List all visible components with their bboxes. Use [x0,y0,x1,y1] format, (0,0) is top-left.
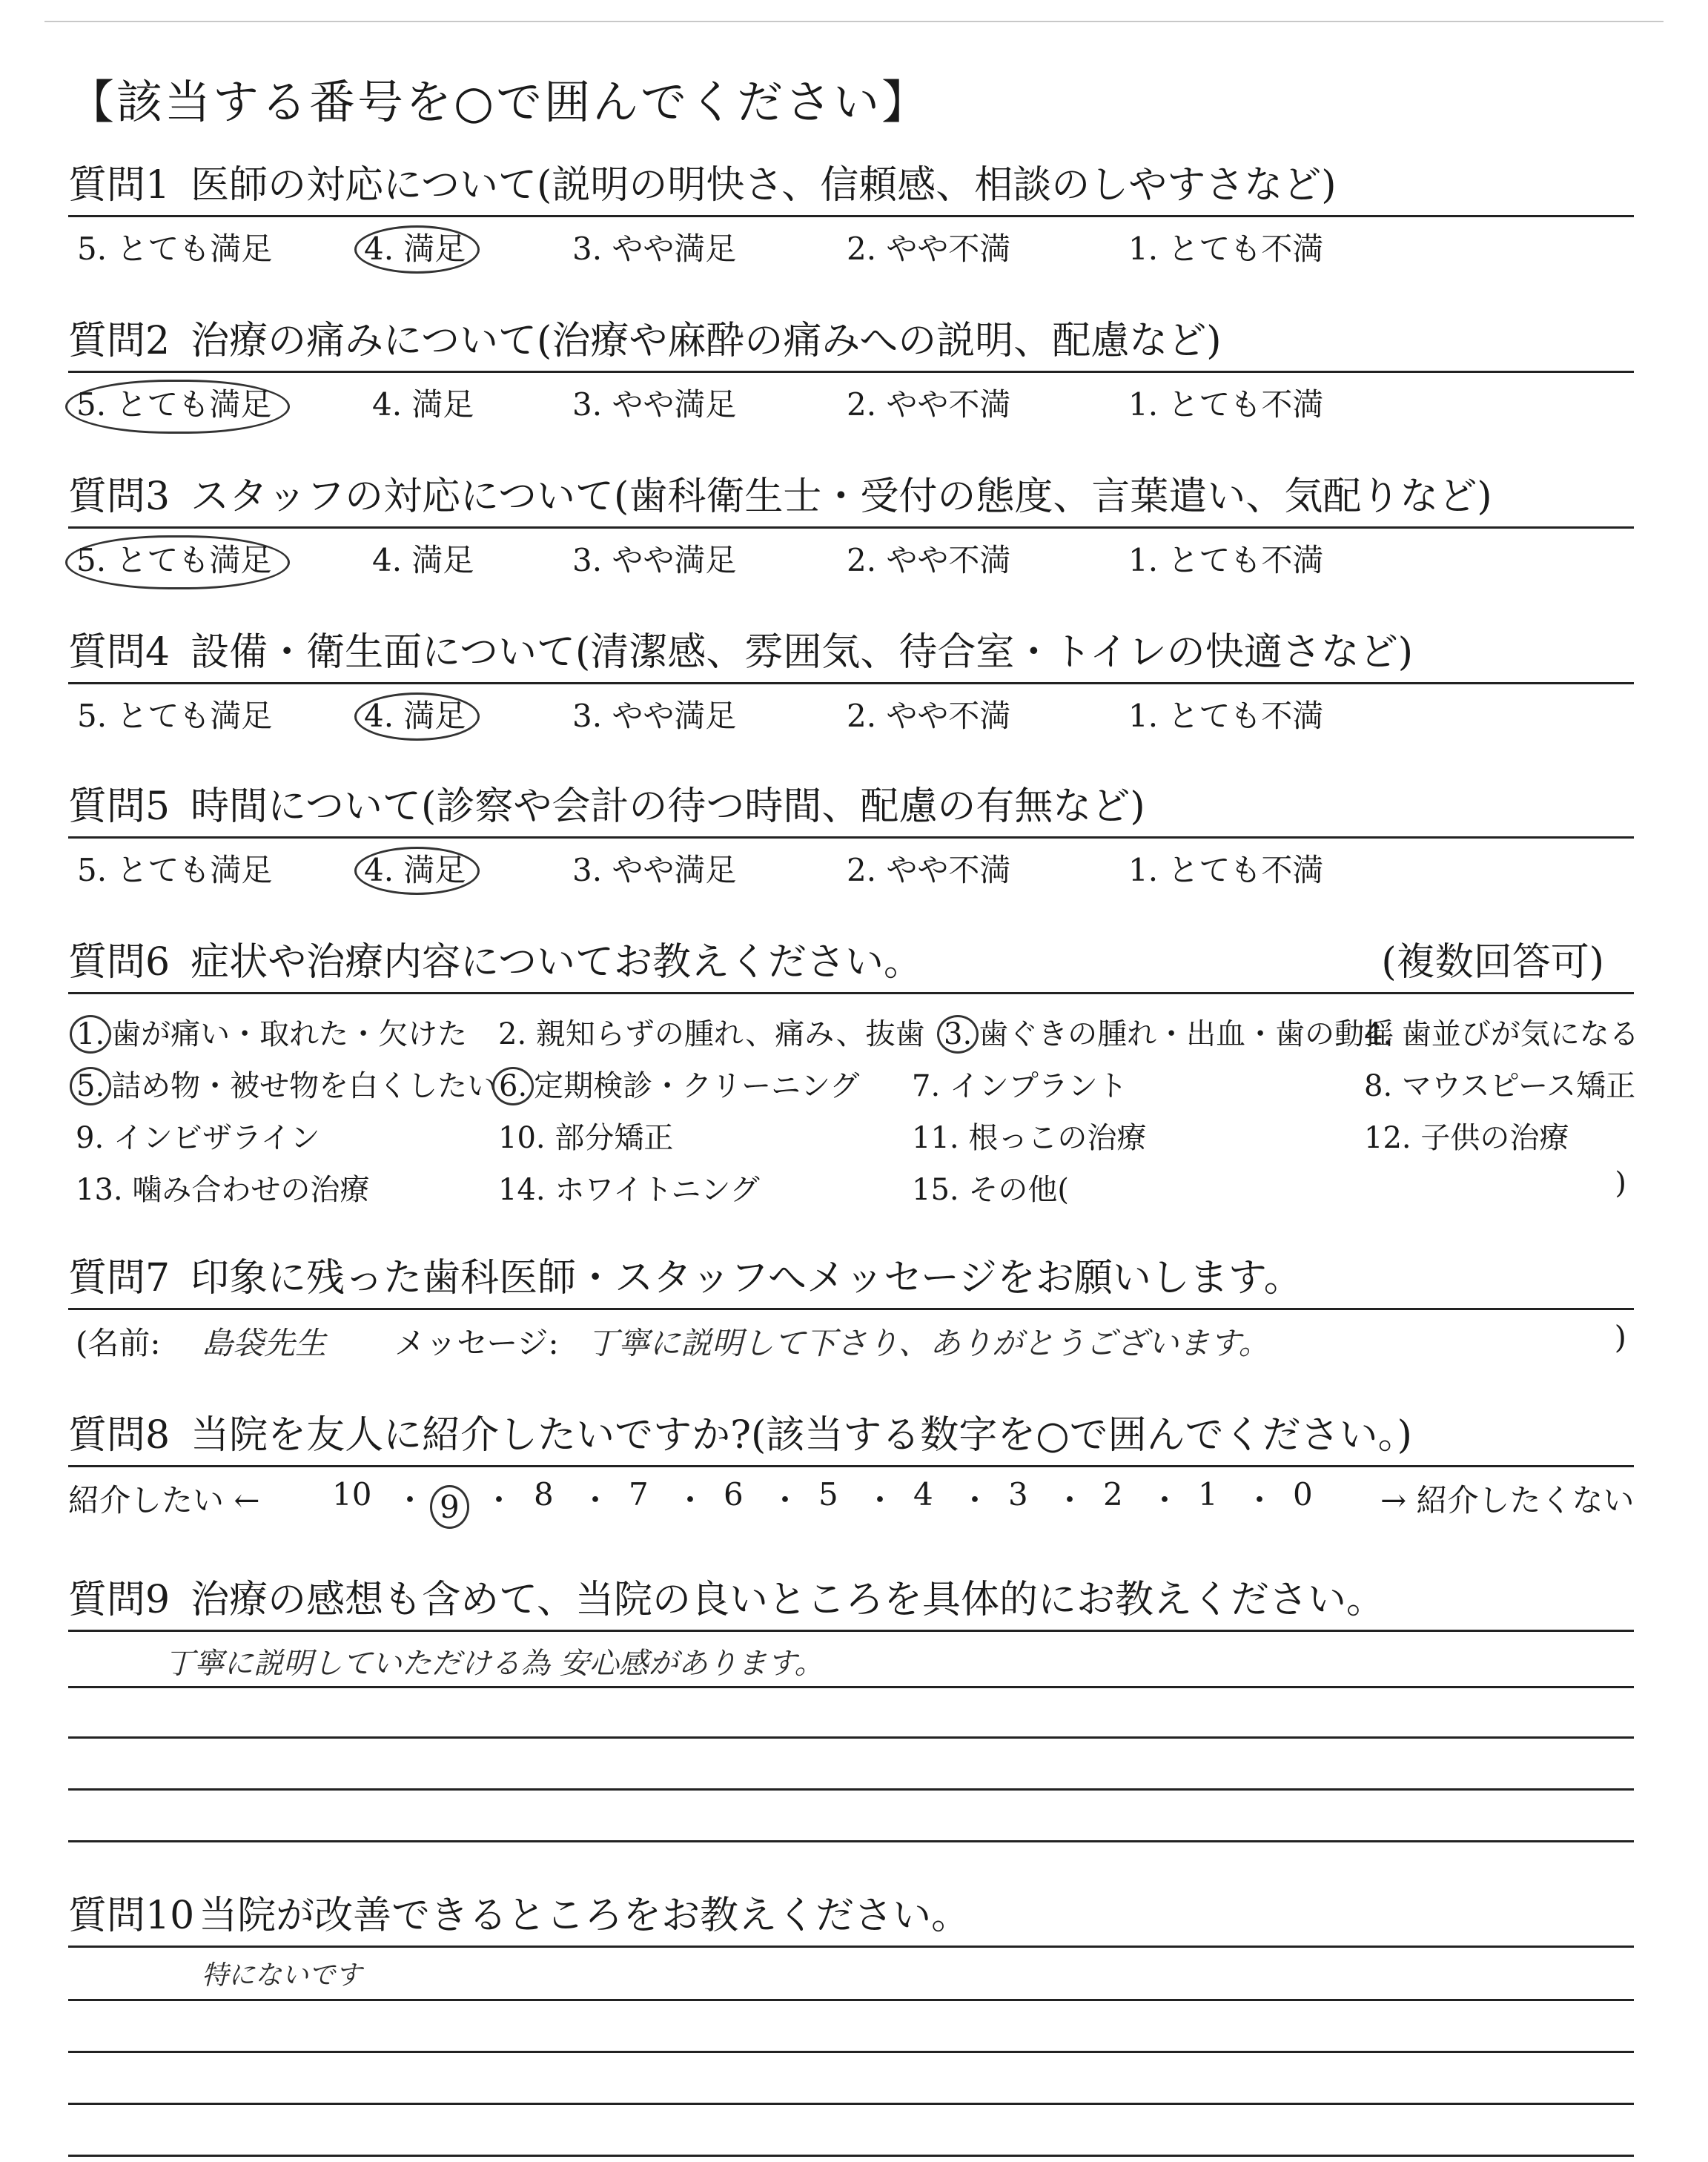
question-5 [68,783,1634,888]
symptom-item-2[interactable]: 2. 親知らずの腫れ、痛み、抜歯 [498,1017,925,1051]
option-3[interactable]: 3. やや満足 [572,542,737,578]
scale-dot: ・ [675,1482,706,1518]
question-text: 当院が改善できるところをお教えください。 [199,1894,970,1938]
answer-line [68,2155,1634,2157]
option-3[interactable]: 3. やや満足 [572,852,737,888]
question-text: 印象に残った歯科医師・スタッフへメッセージをお願いします。 [191,1256,1302,1300]
scale-0[interactable]: 0 [1293,1476,1313,1513]
option-1[interactable]: 1. とても不満 [1128,386,1324,423]
option-2[interactable]: 2. やや不満 [847,386,1011,423]
symptom-item-3[interactable]: 3. 歯ぐきの腫れ・出血・歯の動揺 [943,1011,1394,1053]
symptom-item-8[interactable]: 8. マウスピース矯正 [1364,1069,1636,1103]
question-text: 治療の痛みについて(治療や麻酔の痛みへの説明、配慮など) [191,319,1222,363]
option-3[interactable]: 3. やや満足 [572,698,737,734]
rating-options [68,839,1634,888]
option-1[interactable]: 1. とても不満 [1128,542,1324,578]
symptom-item-10[interactable]: 10. 部分矯正 [498,1121,674,1155]
option-4-circled[interactable]: 4. 満足 [354,847,480,895]
question-number: 質問9 [68,1578,171,1622]
scale-dot: ・ [864,1482,896,1518]
answer-line [68,1999,1634,2001]
symptom-item-15[interactable]: 15. その他( [912,1173,1069,1207]
option-3[interactable]: 3. やや満足 [572,231,737,267]
question-number: 質問8 [68,1413,171,1458]
name-value[interactable]: 島袋先生 [202,1325,327,1361]
message-close-paren: ) [1614,1319,1626,1355]
question-number: 質問1 [68,163,171,208]
question-text: 時間について(診察や会計の待つ時間、配慮の有無など) [191,784,1145,829]
option-4-circled[interactable]: 4. 満足 [354,692,480,741]
check-circle: 3. [937,1015,979,1054]
question-number: 質問6 [68,940,171,985]
symptom-item-1[interactable]: 1. 歯が痛い・取れた・欠けた [76,1011,467,1053]
option-1[interactable]: 1. とても不満 [1128,698,1324,734]
question-text: 治療の感想も含めて、当院の良いところを具体的にお教えください。 [191,1578,1386,1622]
scale-1[interactable]: 1 [1198,1476,1218,1513]
scale-dot: ・ [580,1482,612,1518]
rating-options [68,373,1634,423]
option-5[interactable]: 5. とても満足 [77,852,273,888]
scale-10[interactable]: 10 [332,1476,372,1513]
scale-right-label: → 紹介したくない [1380,1482,1635,1518]
answer-lines [68,1624,1634,1905]
question-7 [68,1254,1634,1363]
symptom-item-9[interactable]: 9. インビザライン [76,1121,320,1155]
answer-line [68,1946,1634,1948]
symptom-item-11[interactable]: 11. 根っこの治療 [912,1121,1147,1155]
option-5[interactable]: 5. とても満足 [77,698,273,734]
answer-line [68,2051,1634,2053]
page-title: 【該当する番号を○で囲んでください】 [68,75,930,129]
question-10 [68,1892,1634,2162]
name-label: (名前: [76,1325,161,1361]
check-circle: 1. [70,1015,111,1054]
answer-text[interactable]: 丁寧に説明していただける為 安心感があります。 [165,1647,824,1681]
question-1 [68,162,1634,267]
question-3 [68,473,1634,578]
option-2[interactable]: 2. やや不満 [847,231,1011,267]
message-value[interactable]: 丁寧に説明して下さり、ありがとうございます。 [587,1325,1270,1361]
scale-2[interactable]: 2 [1103,1476,1123,1513]
question-text: 当院を友人に紹介したいですか?(該当する数字を○で囲んでください。) [191,1413,1412,1458]
question-number: 質問10 [68,1894,195,1938]
symptom-item-5[interactable]: 5. 詰め物・被せ物を白くしたい [76,1062,497,1105]
question-9 [68,1576,1634,1905]
message-label: メッセージ: [394,1325,559,1361]
answer-line [68,1686,1634,1688]
answer-line [68,1630,1634,1632]
symptom-item-6[interactable]: 6. 定期検診・クリーニング [498,1062,859,1105]
question-2 [68,317,1634,423]
option-4-circled[interactable]: 4. 満足 [354,225,480,274]
option-5-circled[interactable]: 5. とても満足 [65,380,290,434]
answer-text[interactable]: 特にないです [202,1960,363,1991]
rating-options [68,684,1634,734]
option-2[interactable]: 2. やや不満 [847,852,1011,888]
question-6 [68,939,1639,1207]
scale-dot: ・ [1244,1482,1276,1518]
scale-dot: ・ [1054,1482,1086,1518]
multiple-answer-note: (複数回答可) [1381,940,1604,985]
option-2[interactable]: 2. やや不満 [847,698,1011,734]
answer-line [68,2103,1634,2105]
answer-line [68,1840,1634,1842]
message-row [68,1310,1634,1363]
check-circle: 6. [492,1067,534,1105]
top-border [44,21,1664,22]
scale-6[interactable]: 6 [724,1476,744,1513]
question-number: 質問7 [68,1256,171,1300]
symptom-item-14[interactable]: 14. ホワイトニング [498,1173,760,1207]
question-number: 質問3 [68,475,171,519]
question-8 [68,1412,1634,1527]
question-number: 質問5 [68,784,171,829]
option-4[interactable]: 4. 満足 [372,542,474,578]
question-number: 質問4 [68,630,171,675]
option-1[interactable]: 1. とても不満 [1128,852,1324,888]
question-text: スタッフの対応について(歯科衛生士・受付の態度、言葉遣い、気配りなど) [191,475,1492,519]
option-5-circled[interactable]: 5. とても満足 [65,535,290,589]
referral-scale: 紹介したい ← 10 ・ 9 ・ 8 ・ 7 ・ 6 ・ 5 ・ 4 ・ 3 ・ 2 ・ 1 ・ 0 → 紹介したくない [68,1467,1634,1527]
rating-options [68,217,1634,267]
question-text: 症状や治療内容についてお教えください。 [191,940,923,985]
scale-4[interactable]: 4 [913,1476,933,1513]
scale-left-label: 紹介したい ← [68,1482,260,1518]
scale-3[interactable]: 3 [1008,1476,1028,1513]
symptom-grid [68,994,1639,1207]
question-4 [68,629,1634,734]
scale-dot: ・ [959,1482,991,1518]
scale-dot: ・ [769,1482,801,1518]
check-circle: 5. [70,1067,111,1105]
answer-line [68,1788,1634,1791]
scale-dot: ・ [394,1482,426,1518]
scale-8[interactable]: 8 [534,1476,554,1513]
symptom-item-13[interactable]: 13. 噛み合わせの治療 [76,1173,370,1207]
symptom-item-12[interactable]: 12. 子供の治療 [1364,1121,1569,1155]
answer-lines [68,1940,1634,2162]
question-text: 医師の対応について(説明の明快さ、信頼感、相談のしやすさなど) [191,163,1337,208]
question-text: 設備・衛生面について(清潔感、雰囲気、待合室・トイレの快適さなど) [191,630,1414,675]
option-1[interactable]: 1. とても不満 [1128,231,1324,267]
answer-line [68,1736,1634,1739]
option-4[interactable]: 4. 満足 [372,386,474,423]
scale-dot: ・ [1149,1482,1181,1518]
scale-5[interactable]: 5 [818,1476,838,1513]
option-2[interactable]: 2. やや不満 [847,542,1011,578]
other-close-paren: ) [1615,1166,1626,1200]
rating-options [68,529,1634,578]
question-number: 質問2 [68,319,171,363]
scale-dot: ・ [483,1482,515,1518]
option-3[interactable]: 3. やや満足 [572,386,737,423]
scale-7[interactable]: 7 [629,1476,649,1513]
symptom-item-7[interactable]: 7. インプラント [912,1069,1128,1103]
symptom-item-4[interactable]: 4. 歯並びが気になる [1364,1017,1639,1051]
option-5[interactable]: 5. とても満足 [77,231,273,267]
